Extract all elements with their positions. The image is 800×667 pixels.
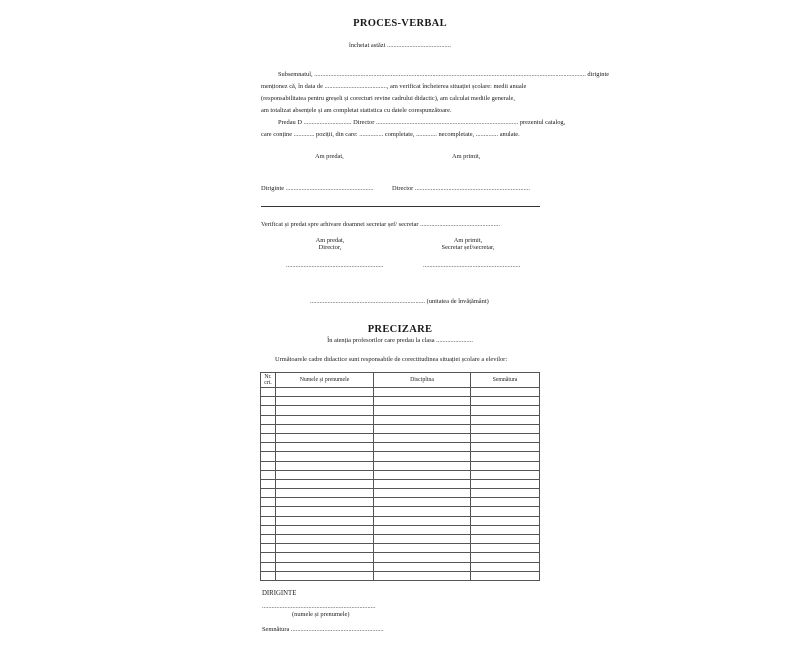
cell-nr (261, 415, 276, 424)
cell-discipline (374, 443, 471, 452)
cell-discipline (374, 406, 471, 415)
cell-name (276, 498, 374, 507)
table-row (261, 424, 540, 433)
column-header-signature: Semnătura (471, 373, 540, 388)
cell-discipline (374, 397, 471, 406)
column-header-nr: Nr. crt. (261, 373, 276, 388)
document-title: PROCES-VERBAL (353, 18, 447, 29)
footer-signature-line: Semnătura .......................................................... (262, 626, 384, 633)
cell-nr (261, 443, 276, 452)
body-line-3: (responsabilitatea pentru greșeli și corecturi revine cadrului didactic), am calculat mediile generale, (261, 95, 515, 102)
cell-discipline (374, 553, 471, 562)
cell-nr (261, 470, 276, 479)
handover-diriginte-line: Diriginte ....................................................... (261, 185, 374, 192)
cell-discipline (374, 571, 471, 580)
archive-left-signature-dots: ............................................................. (286, 262, 384, 269)
body-line-1: Subsemnatul, .......................................................................................................................................................................... diriginte (278, 71, 610, 78)
cell-nr (261, 553, 276, 562)
cell-nr (261, 461, 276, 470)
cell-discipline (374, 461, 471, 470)
table-row (261, 452, 540, 461)
table-row (261, 433, 540, 442)
cell-name (276, 443, 374, 452)
table-body (261, 388, 540, 581)
cell-discipline (374, 544, 471, 553)
cell-name (276, 452, 374, 461)
table-row (261, 388, 540, 397)
handover-director-line: Director ........................................................................ (392, 185, 530, 192)
table-row (261, 443, 540, 452)
cell-name (276, 507, 374, 516)
cell-name (276, 489, 374, 498)
cell-name (276, 479, 374, 488)
cell-signature (471, 562, 540, 571)
cell-name (276, 571, 374, 580)
cell-signature (471, 535, 540, 544)
table-row (261, 553, 540, 562)
cell-name (276, 415, 374, 424)
table-row (261, 544, 540, 553)
table-row (261, 489, 540, 498)
cell-nr (261, 388, 276, 397)
cell-discipline (374, 424, 471, 433)
handover-am-predat: Am predat, (315, 153, 344, 160)
cell-name (276, 388, 374, 397)
cell-signature (471, 498, 540, 507)
table-row (261, 516, 540, 525)
table-row (261, 397, 540, 406)
cell-nr (261, 479, 276, 488)
cell-signature (471, 479, 540, 488)
concluded-date-line: încheiat astăzi ........................................ (349, 42, 451, 49)
cell-signature (471, 415, 540, 424)
table-row (261, 507, 540, 516)
precizare-intro: Următoarele cadre didactice sunt responsabile de corectitudinea situației școlare a elevilor: (275, 356, 508, 363)
cell-signature (471, 461, 540, 470)
body-line-6: care conține ............. poziții, din care: ............... completate, ............. necompletate, .............. anulate. (261, 131, 520, 138)
cell-discipline (374, 452, 471, 461)
table-row (261, 470, 540, 479)
cell-signature (471, 553, 540, 562)
cell-nr (261, 406, 276, 415)
body-line-4: am totalizat absențele și am completat statistica cu datele corespunzătoare. (261, 107, 452, 114)
cell-nr (261, 498, 276, 507)
archive-left-label-2: Director, (318, 244, 342, 251)
cell-signature (471, 406, 540, 415)
cell-nr (261, 489, 276, 498)
table-row (261, 562, 540, 571)
archive-left-label-1: Am predat, (315, 237, 345, 244)
cell-name (276, 397, 374, 406)
cell-name (276, 516, 374, 525)
column-header-discipline: Disciplina (374, 373, 471, 388)
cell-name (276, 562, 374, 571)
cell-nr (261, 571, 276, 580)
table-header-row (261, 373, 540, 388)
cell-name (276, 461, 374, 470)
cell-discipline (374, 489, 471, 498)
precizare-subtitle: În atenția profesorilor care predau la clasa ....................... (327, 337, 473, 344)
cell-signature (471, 443, 540, 452)
archive-right-label-1: Am primit, (453, 237, 483, 244)
cell-nr (261, 525, 276, 534)
cell-nr (261, 544, 276, 553)
cell-discipline (374, 562, 471, 571)
table-row (261, 461, 540, 470)
cell-nr (261, 562, 276, 571)
table-row (261, 479, 540, 488)
cell-signature (471, 470, 540, 479)
cell-name (276, 525, 374, 534)
cell-nr (261, 452, 276, 461)
section-divider (261, 206, 540, 207)
precizare-title: PRECIZARE (367, 324, 433, 335)
table-row (261, 498, 540, 507)
table-row (261, 571, 540, 580)
cell-signature (471, 516, 540, 525)
archive-right-label-2: Secretar șef/secretar, (441, 244, 495, 251)
cell-signature (471, 544, 540, 553)
cell-discipline (374, 525, 471, 534)
cell-name (276, 406, 374, 415)
cell-signature (471, 489, 540, 498)
cell-discipline (374, 535, 471, 544)
archive-verify-line: Verificat și predat spre arhivare doamnei secretar șef/ secretar .................................................. (261, 221, 501, 228)
cell-discipline (374, 415, 471, 424)
cell-name (276, 553, 374, 562)
cell-nr (261, 424, 276, 433)
table-row (261, 535, 540, 544)
cell-signature (471, 388, 540, 397)
cell-signature (471, 571, 540, 580)
cell-nr (261, 507, 276, 516)
cell-signature (471, 397, 540, 406)
table-row (261, 415, 540, 424)
body-line-2: menționez că, în data de ......................................., am verificat încheierea situației școlare: medii anuale (261, 83, 527, 90)
cell-discipline (374, 388, 471, 397)
cell-signature (471, 507, 540, 516)
cell-nr (261, 535, 276, 544)
cell-name (276, 433, 374, 442)
cell-nr (261, 516, 276, 525)
column-header-name: Numele și prenumele (276, 373, 374, 388)
table-row (261, 406, 540, 415)
cell-nr (261, 397, 276, 406)
cell-signature (471, 433, 540, 442)
teachers-table (260, 372, 540, 581)
archive-right-signature-dots: ............................................................. (423, 262, 521, 269)
cell-discipline (374, 507, 471, 516)
table-row (261, 525, 540, 534)
cell-discipline (374, 516, 471, 525)
cell-name (276, 470, 374, 479)
cell-signature (471, 424, 540, 433)
footer-diriginte-label: DIRIGINTE (262, 590, 297, 597)
cell-discipline (374, 470, 471, 479)
footer-name-dots: ....................................................................... (262, 603, 376, 610)
cell-discipline (374, 433, 471, 442)
school-unit-line: ........................................................................ (unitatea de învățământ) (310, 298, 489, 305)
cell-signature (471, 452, 540, 461)
cell-name (276, 544, 374, 553)
body-line-5: Predau D .............................. Director ......................................................................................... prezentul catalog, (278, 119, 566, 126)
cell-discipline (374, 498, 471, 507)
cell-nr (261, 433, 276, 442)
cell-name (276, 535, 374, 544)
cell-discipline (374, 479, 471, 488)
cell-name (276, 424, 374, 433)
footer-name-label: (numele și prenumele) (292, 611, 350, 618)
handover-am-primit: Am primit, (452, 153, 481, 160)
cell-signature (471, 525, 540, 534)
